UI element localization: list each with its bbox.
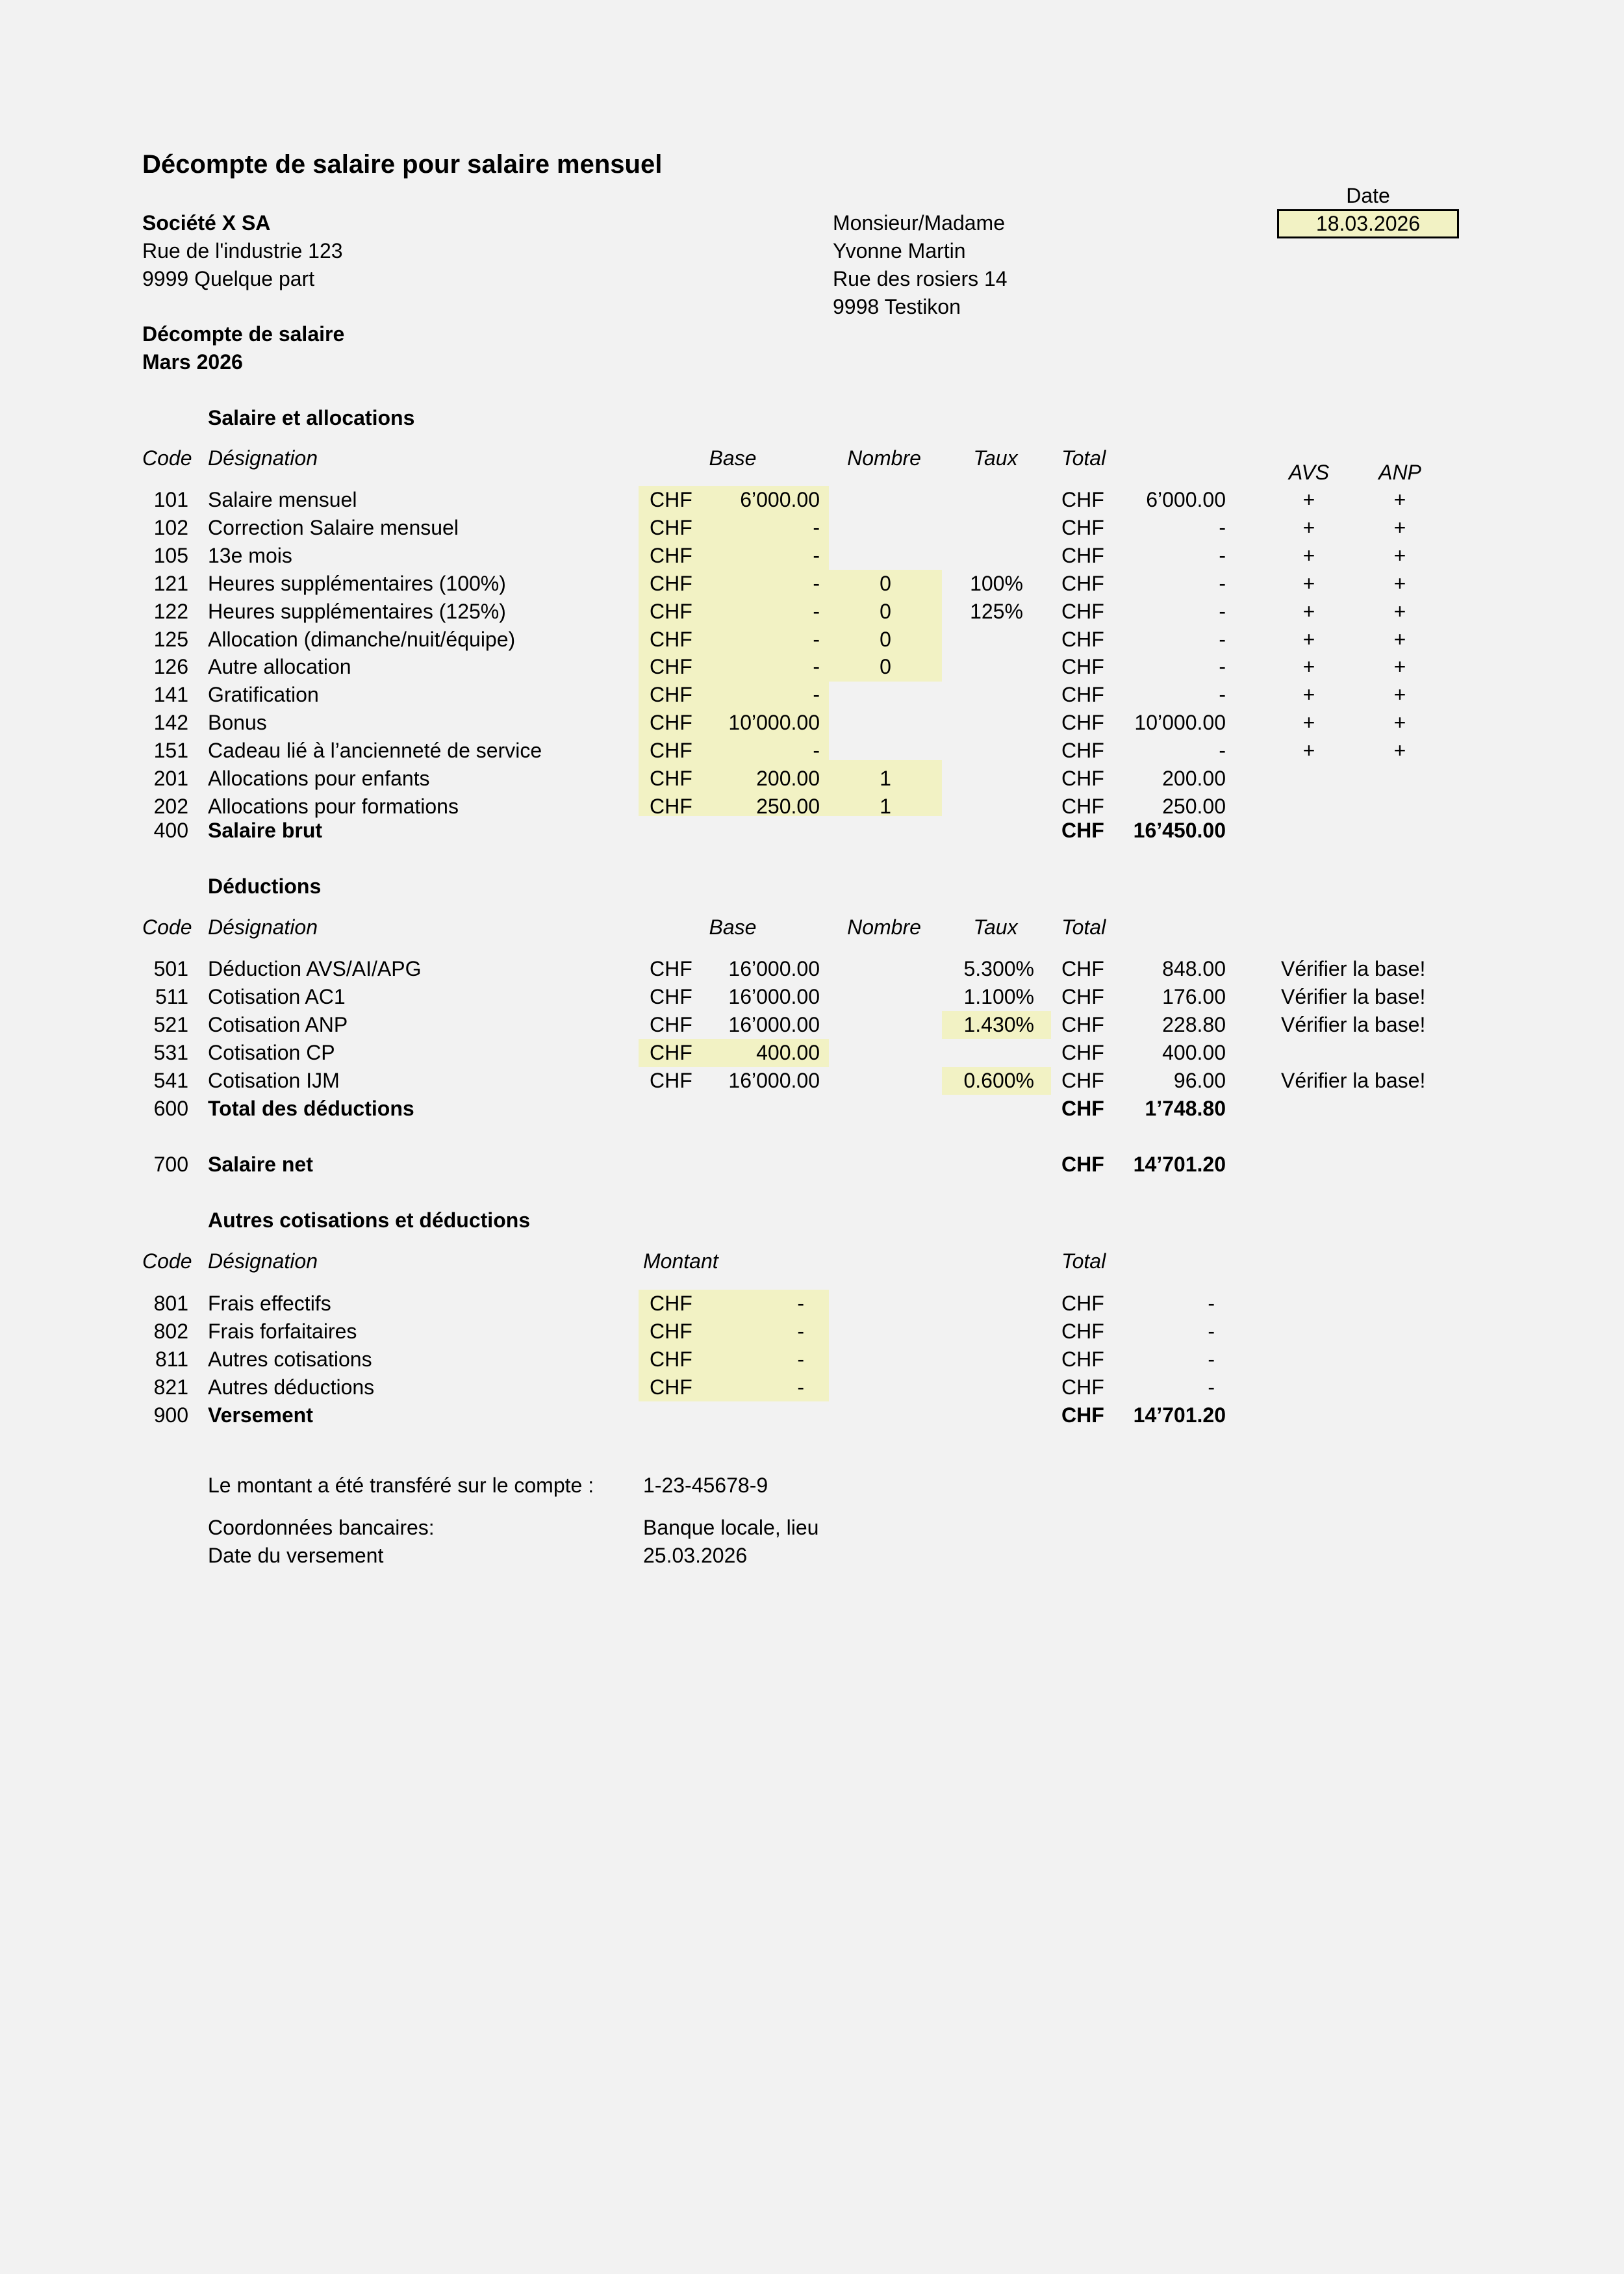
gross-currency: CHF <box>1061 819 1104 842</box>
col-header-nombre: Nombre <box>847 446 921 470</box>
row-avs: + <box>1302 488 1315 511</box>
col-header-total: Total <box>1061 446 1106 470</box>
row-total-currency: CHF <box>1061 957 1104 980</box>
row-base-currency: CHF <box>650 516 692 539</box>
row-anp: + <box>1393 739 1406 762</box>
row-nombre[interactable]: 1 <box>880 767 891 790</box>
row-base: 16’000.00 <box>728 1069 820 1092</box>
row-base-currency: CHF <box>650 544 692 567</box>
row-total-currency: CHF <box>1061 1292 1104 1315</box>
other-col-header-code: Code <box>142 1249 192 1273</box>
row-total: - <box>1219 572 1226 595</box>
row-avs: + <box>1302 516 1315 539</box>
row-label: Autres cotisations <box>208 1348 372 1371</box>
row-label: Cotisation CP <box>208 1041 335 1064</box>
row-label: Salaire mensuel <box>208 488 357 511</box>
row-anp: + <box>1393 516 1406 539</box>
ded-total-code: 600 <box>153 1097 188 1120</box>
row-label: Cotisation IJM <box>208 1069 340 1092</box>
employer-street: Rue de l'industrie 123 <box>142 239 343 262</box>
row-total: - <box>1219 544 1226 567</box>
row-anp: + <box>1393 655 1406 678</box>
row-base[interactable]: - <box>813 683 820 706</box>
row-label: Allocations pour enfants <box>208 767 430 790</box>
row-code: 122 <box>153 600 188 623</box>
row-base-currency: CHF <box>650 957 692 980</box>
row-total: 200.00 <box>1162 767 1226 790</box>
row-label: Cotisation AC1 <box>208 985 346 1008</box>
paydate-label: Date du versement <box>208 1544 384 1567</box>
row-base[interactable]: - <box>813 600 820 623</box>
row-avs: + <box>1302 628 1315 651</box>
employer-city: 9999 Quelque part <box>142 267 315 290</box>
row-label: Frais forfaitaires <box>208 1320 357 1343</box>
row-base-currency: CHF <box>650 711 692 734</box>
gross-total: 16’450.00 <box>1133 819 1226 842</box>
row-total-currency: CHF <box>1061 1069 1104 1092</box>
deductions-section-title: Déductions <box>208 875 322 898</box>
row-total-currency: CHF <box>1061 488 1104 511</box>
row-total: - <box>1208 1320 1215 1343</box>
net-currency: CHF <box>1061 1153 1104 1176</box>
row-label: 13e mois <box>208 544 292 567</box>
row-base: 16’000.00 <box>728 985 820 1008</box>
row-base: 400.00 <box>756 1041 820 1064</box>
row-label: Allocations pour formations <box>208 795 459 818</box>
row-label: Heures supplémentaires (100%) <box>208 572 506 595</box>
row-total-currency: CHF <box>1061 655 1104 678</box>
row-code: 101 <box>153 488 188 511</box>
bank-value: Banque locale, lieu <box>643 1516 819 1539</box>
row-base-currency: CHF <box>650 683 692 706</box>
paydate-value: 25.03.2026 <box>643 1544 748 1567</box>
row-avs: + <box>1302 544 1315 567</box>
row-base-currency: CHF <box>650 1013 692 1036</box>
net-code: 700 <box>153 1153 188 1176</box>
row-amount[interactable]: - <box>797 1375 804 1399</box>
row-base[interactable]: - <box>813 739 820 762</box>
row-total-currency: CHF <box>1061 985 1104 1008</box>
row-total-currency: CHF <box>1061 795 1104 818</box>
row-code: 125 <box>153 628 188 651</box>
row-label: Frais effectifs <box>208 1292 331 1315</box>
ded-total-currency: CHF <box>1061 1097 1104 1120</box>
row-code: 801 <box>153 1292 188 1315</box>
row-base[interactable]: - <box>813 655 820 678</box>
statement-period: Mars 2026 <box>142 350 243 374</box>
row-base[interactable]: 250.00 <box>756 795 820 818</box>
row-total: - <box>1219 655 1226 678</box>
row-total: 10’000.00 <box>1134 711 1226 734</box>
row-total-currency: CHF <box>1061 1375 1104 1399</box>
row-nombre[interactable]: 0 <box>880 600 891 623</box>
row-base[interactable]: 6’000.00 <box>740 488 820 511</box>
row-code: 105 <box>153 544 188 567</box>
bank-label: Coordonnées bancaires: <box>208 1516 435 1539</box>
row-anp: + <box>1393 683 1406 706</box>
row-label: Autres déductions <box>208 1375 375 1399</box>
row-total-currency: CHF <box>1061 739 1104 762</box>
row-base[interactable]: 10’000.00 <box>728 711 820 734</box>
row-code: 821 <box>153 1375 188 1399</box>
payment-currency: CHF <box>1061 1403 1104 1427</box>
earnings-section-title: Salaire et allocations <box>208 406 415 429</box>
row-code: 121 <box>153 572 188 595</box>
statement-label: Décompte de salaire <box>142 322 345 346</box>
row-base-currency: CHF <box>650 739 692 762</box>
row-code: 531 <box>153 1041 188 1064</box>
row-base-currency: CHF <box>650 1069 692 1092</box>
row-base[interactable]: 200.00 <box>756 767 820 790</box>
row-total: 400.00 <box>1162 1041 1226 1064</box>
row-total: - <box>1219 739 1226 762</box>
payment-total: 14’701.20 <box>1133 1403 1226 1427</box>
row-total: 6’000.00 <box>1146 488 1226 511</box>
row-label: Déduction AVS/AI/APG <box>208 957 422 980</box>
ded-col-header-base: Base <box>709 915 757 939</box>
page-title: Décompte de salaire pour salaire mensuel <box>142 150 663 179</box>
row-base-currency: CHF <box>650 628 692 651</box>
gross-label: Salaire brut <box>208 819 323 842</box>
row-total-currency: CHF <box>1061 767 1104 790</box>
row-base-currency: CHF <box>650 600 692 623</box>
row-nombre[interactable]: 1 <box>880 795 891 818</box>
ded-col-header-total: Total <box>1061 915 1106 939</box>
date-label: Date <box>1346 184 1390 207</box>
ded-col-header-code: Code <box>142 915 192 939</box>
employer-name: Société X SA <box>142 211 271 235</box>
row-avs: + <box>1302 683 1315 706</box>
row-taux: 5.300% <box>963 957 1034 980</box>
row-base[interactable]: - <box>813 572 820 595</box>
row-anp: + <box>1393 544 1406 567</box>
row-total: 250.00 <box>1162 795 1226 818</box>
row-amount-currency: CHF <box>650 1320 692 1343</box>
row-amount-currency: CHF <box>650 1348 692 1371</box>
row-total-currency: CHF <box>1061 516 1104 539</box>
row-avs: + <box>1302 711 1315 734</box>
row-base-currency: CHF <box>650 1041 692 1064</box>
ded-col-header-designation: Désignation <box>208 915 318 939</box>
col-header-anp: ANP <box>1378 461 1421 484</box>
row-base-currency: CHF <box>650 655 692 678</box>
employee-street: Rue des rosiers 14 <box>833 267 1008 290</box>
row-total: - <box>1219 628 1226 651</box>
row-base: 16’000.00 <box>728 957 820 980</box>
row-label: Allocation (dimanche/nuit/équipe) <box>208 628 516 651</box>
row-total: - <box>1208 1292 1215 1315</box>
row-total-currency: CHF <box>1061 600 1104 623</box>
row-code: 102 <box>153 516 188 539</box>
row-total-currency: CHF <box>1061 1013 1104 1036</box>
row-taux: 0.600% <box>963 1069 1034 1092</box>
row-base: 16’000.00 <box>728 1013 820 1036</box>
col-header-avs: AVS <box>1288 461 1330 484</box>
row-avs: + <box>1302 600 1315 623</box>
row-total-currency: CHF <box>1061 683 1104 706</box>
row-total-currency: CHF <box>1061 1348 1104 1371</box>
row-nombre[interactable]: 0 <box>880 628 891 651</box>
row-total-currency: CHF <box>1061 1041 1104 1064</box>
net-total: 14’701.20 <box>1133 1153 1226 1176</box>
row-note: Vérifier la base! <box>1281 1069 1426 1092</box>
other-col-header-designation: Désignation <box>208 1249 318 1273</box>
row-base-currency: CHF <box>650 572 692 595</box>
row-label: Bonus <box>208 711 267 734</box>
row-total-currency: CHF <box>1061 628 1104 651</box>
row-code: 202 <box>153 795 188 818</box>
row-anp: + <box>1393 488 1406 511</box>
row-code: 811 <box>155 1348 188 1371</box>
row-total-currency: CHF <box>1061 1320 1104 1343</box>
row-amount[interactable]: - <box>797 1348 804 1371</box>
row-code: 802 <box>153 1320 188 1343</box>
row-label: Heures supplémentaires (125%) <box>208 600 506 623</box>
row-label: Cotisation ANP <box>208 1013 348 1036</box>
employee-city: 9998 Testikon <box>833 295 961 318</box>
row-anp: + <box>1393 600 1406 623</box>
row-total: - <box>1219 683 1226 706</box>
row-amount[interactable]: - <box>797 1320 804 1343</box>
account-label: Le montant a été transféré sur le compte : <box>208 1474 594 1497</box>
row-note: Vérifier la base! <box>1281 1013 1426 1036</box>
row-total: 228.80 <box>1162 1013 1226 1036</box>
row-total: - <box>1219 600 1226 623</box>
row-avs: + <box>1302 655 1315 678</box>
ded-total-value: 1’748.80 <box>1145 1097 1226 1120</box>
row-total-currency: CHF <box>1061 544 1104 567</box>
payment-label: Versement <box>208 1403 313 1427</box>
row-base-currency: CHF <box>650 488 692 511</box>
account-value: 1-23-45678-9 <box>643 1474 768 1497</box>
row-avs: + <box>1302 739 1315 762</box>
row-nombre[interactable]: 0 <box>880 572 891 595</box>
other-section-title: Autres cotisations et déductions <box>208 1208 531 1232</box>
row-label: Gratification <box>208 683 319 706</box>
row-base[interactable]: - <box>813 544 820 567</box>
row-total: 848.00 <box>1162 957 1226 980</box>
ded-col-header-nombre: Nombre <box>847 915 921 939</box>
row-anp: + <box>1393 572 1406 595</box>
row-code: 201 <box>153 767 188 790</box>
col-header-base: Base <box>709 446 757 470</box>
row-base-currency: CHF <box>650 795 692 818</box>
ded-total-label: Total des déductions <box>208 1097 414 1120</box>
row-total-currency: CHF <box>1061 711 1104 734</box>
row-nombre[interactable]: 0 <box>880 655 891 678</box>
row-taux: 125% <box>970 600 1023 623</box>
col-header-designation: Désignation <box>208 446 318 470</box>
employee-salutation: Monsieur/Madame <box>833 211 1005 235</box>
col-header-taux: Taux <box>973 446 1018 470</box>
row-taux: 100% <box>970 572 1023 595</box>
ded-col-header-taux: Taux <box>973 915 1018 939</box>
row-base-currency: CHF <box>650 985 692 1008</box>
date-value: 18.03.2026 <box>1315 212 1421 235</box>
net-label: Salaire net <box>208 1153 313 1176</box>
row-base[interactable]: - <box>813 516 820 539</box>
payment-code: 900 <box>153 1403 188 1427</box>
row-base[interactable]: - <box>813 628 820 651</box>
row-code: 501 <box>153 957 188 980</box>
row-code: 541 <box>153 1069 188 1092</box>
row-total: - <box>1219 516 1226 539</box>
row-label: Correction Salaire mensuel <box>208 516 459 539</box>
row-label: Cadeau lié à l’ancienneté de service <box>208 739 542 762</box>
row-code: 141 <box>153 683 188 706</box>
date-field[interactable] <box>1277 209 1459 238</box>
other-col-header-total: Total <box>1061 1249 1106 1273</box>
row-taux: 1.430% <box>963 1013 1034 1036</box>
row-amount[interactable]: - <box>797 1292 804 1315</box>
row-total: 176.00 <box>1162 985 1226 1008</box>
gross-code: 400 <box>153 819 188 842</box>
row-anp: + <box>1393 711 1406 734</box>
row-code: 511 <box>155 985 188 1008</box>
row-avs: + <box>1302 572 1315 595</box>
row-total: - <box>1208 1375 1215 1399</box>
employee-name: Yvonne Martin <box>833 239 966 262</box>
row-taux: 1.100% <box>963 985 1034 1008</box>
row-label: Autre allocation <box>208 655 351 678</box>
row-code: 521 <box>153 1013 188 1036</box>
col-header-code: Code <box>142 446 192 470</box>
row-anp: + <box>1393 628 1406 651</box>
row-amount-currency: CHF <box>650 1292 692 1315</box>
row-code: 126 <box>153 655 188 678</box>
row-note: Vérifier la base! <box>1281 985 1426 1008</box>
row-total: - <box>1208 1348 1215 1371</box>
row-note: Vérifier la base! <box>1281 957 1426 980</box>
row-total-currency: CHF <box>1061 572 1104 595</box>
row-code: 142 <box>153 711 188 734</box>
other-col-header-montant: Montant <box>643 1249 718 1273</box>
row-base-currency: CHF <box>650 767 692 790</box>
row-amount-currency: CHF <box>650 1375 692 1399</box>
row-total: 96.00 <box>1173 1069 1226 1092</box>
row-code: 151 <box>153 739 188 762</box>
